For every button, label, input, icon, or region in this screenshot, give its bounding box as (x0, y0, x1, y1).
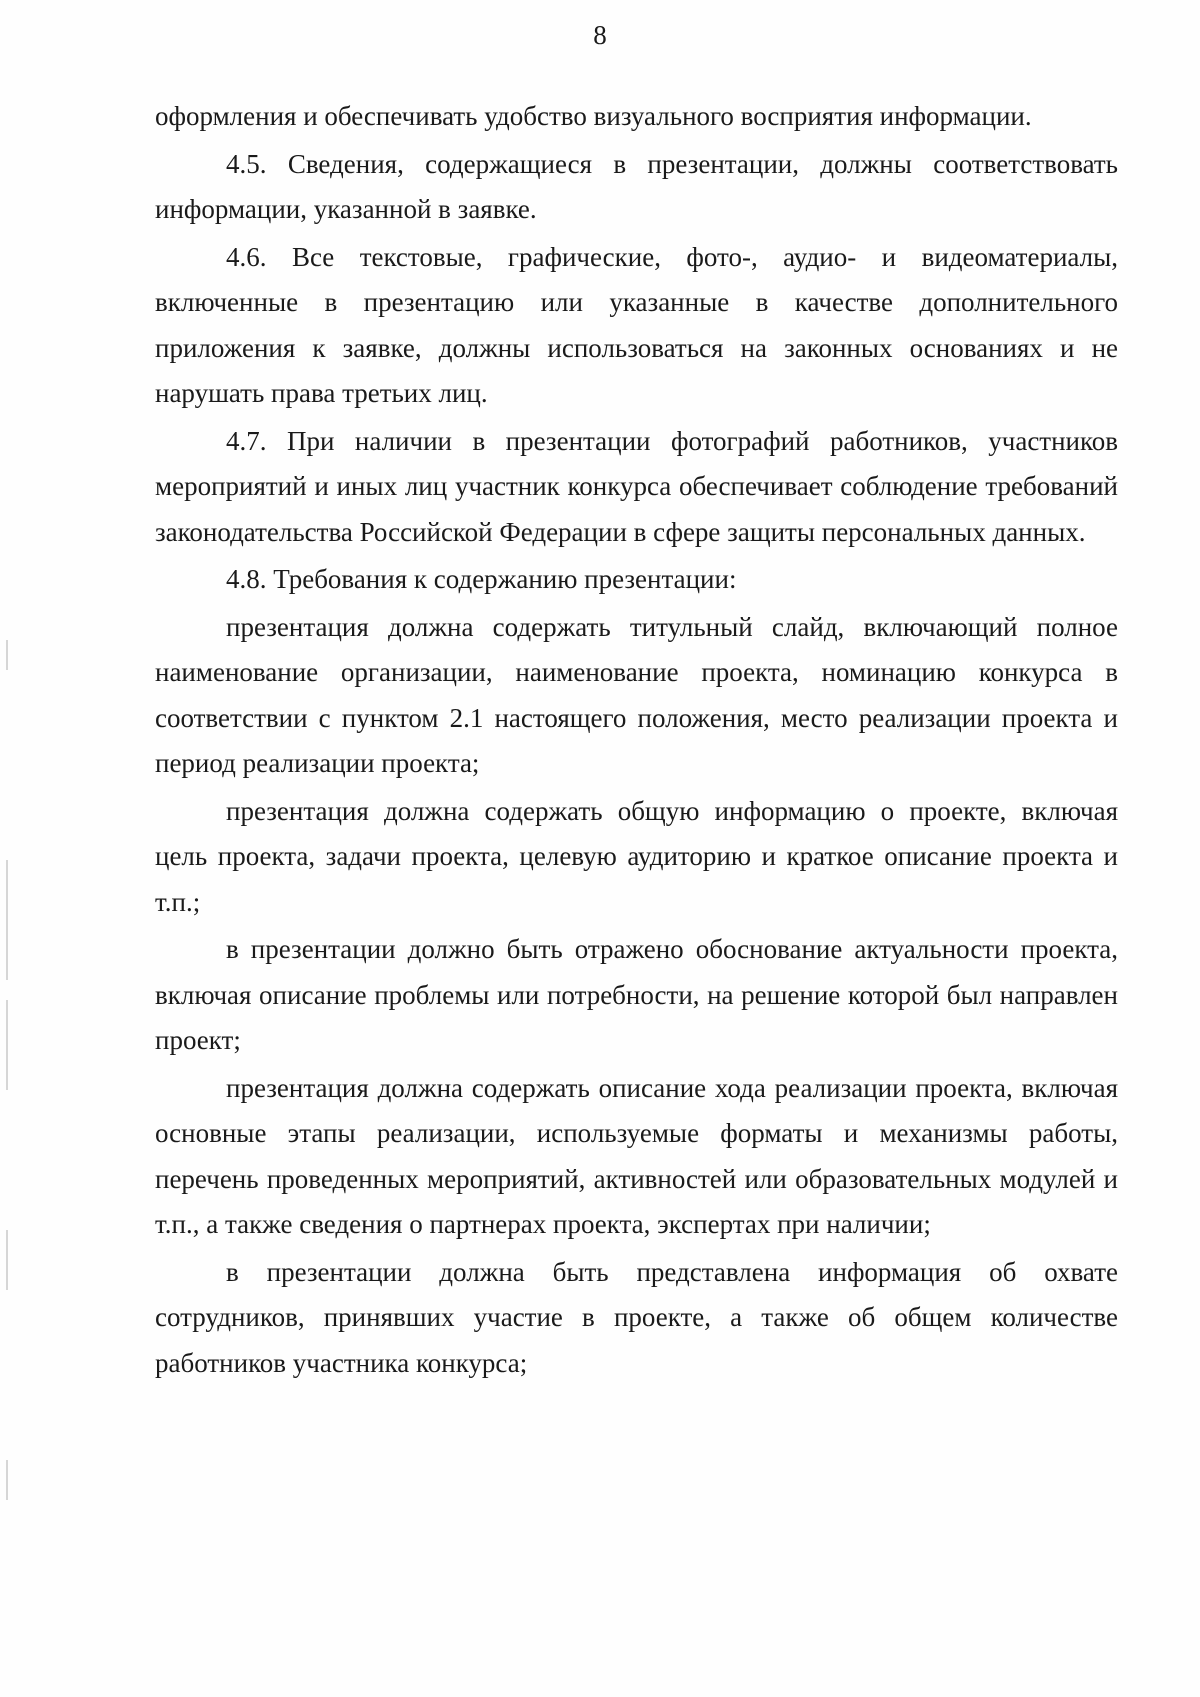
page-number: 8 (593, 20, 607, 50)
list-item-coverage: в презентации должна быть представлена информация об охвате сотрудников, принявших участие в проекте, а также об общем количестве работников участника конкурса; (155, 1256, 1118, 1378)
document-body (155, 94, 1118, 1388)
paragraph-4-8-heading: 4.8. Требования к содержанию презентации: (226, 564, 737, 594)
paragraph-4-5: 4.5. Сведения, содержащиеся в презентации, должны соответствовать информации, указанной в заявке. (155, 148, 1118, 224)
list-item-relevance: в презентации должно быть отражено обоснование актуальности проекта, включая описание проблемы или потребности, на решение которой был направлен проект; (155, 934, 1118, 1055)
scan-margin-marks (0, 0, 14, 1697)
list-item-implementation: презентация должна содержать описание хода реализации проекта, включая основные этапы реализации, используемые форматы и механизмы работы, перечень проведенных мероприятий, активностей или образовательных модулей и т.п., а также сведения о партнерах проекта, экспертах при наличии; (155, 1072, 1118, 1239)
paragraph-continuation: оформления и обеспечивать удобство визуального восприятия информации. (155, 101, 1032, 131)
paragraph-4-7: 4.7. При наличии в презентации фотографий работников, участников мероприятий и иных лиц участник конкурса обеспечивает соблюдение требований законодательства Российской Федерации в сфере защиты персональных данных. (155, 425, 1118, 547)
paragraph-4-6: 4.6. Все текстовые, графические, фото-, аудио- и видеоматериалы, включенные в презентацию или указанные в качестве дополнительного приложения к заявке, должны использоваться на законных основаниях и не нарушать права третьих лиц. (155, 241, 1118, 408)
list-item-general-info: презентация должна содержать общую информацию о проекте, включая цель проекта, задачи проекта, целевую аудиторию и краткое описание проекта и т.п.; (155, 795, 1118, 917)
list-item-title-slide: презентация должна содержать титульный слайд, включающий полное наименование организации, наименование проекта, номинацию конкурса в соответствии с пунктом 2.1 настоящего положения, место реализации проекта и период реализации проекта; (155, 611, 1118, 778)
